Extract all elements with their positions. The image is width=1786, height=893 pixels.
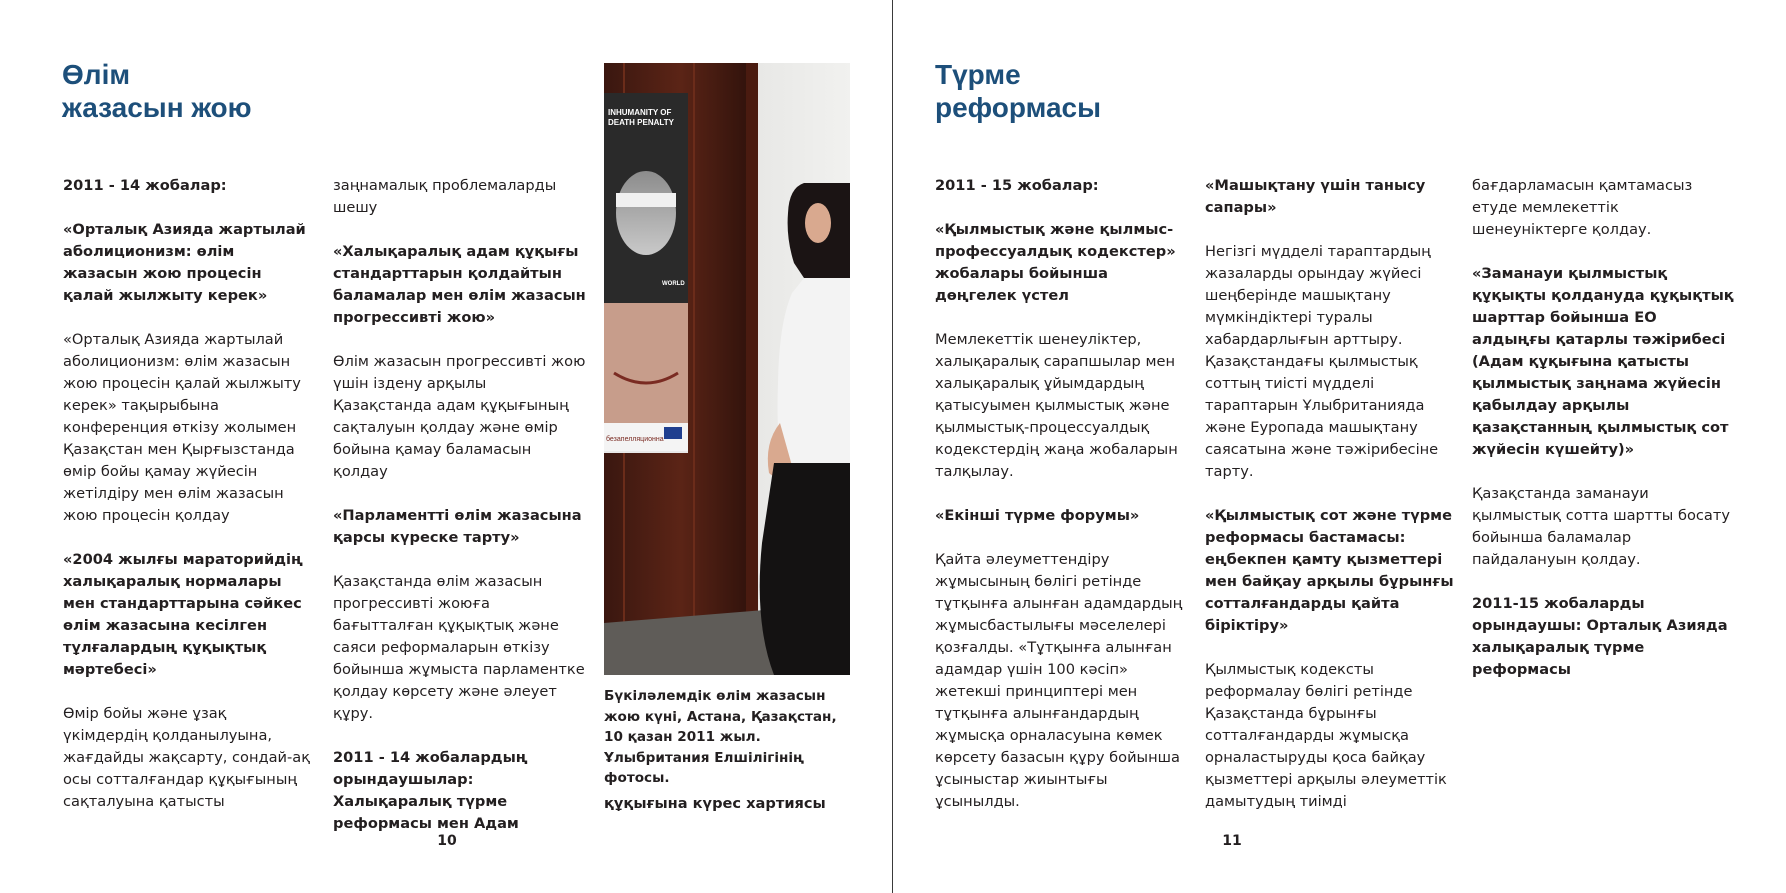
paragraph: бағдарламасын қамтамасыз етуде мемлекеттік шенеуніктерге қолдау.	[1472, 177, 1693, 238]
page-number: 10	[437, 833, 457, 849]
photo-caption: Бүкіләлемдік өлім жазасын жою күні, Астана, Қазақстан, 10 қазан 2011 жыл. Ұлыбритания Елшілігінің фотосы.	[604, 688, 837, 786]
poster	[604, 93, 688, 453]
paragraph: «Орталық Азияда жартылай аболиционизм: өлім жазасын жою процесін қалай жылжыту керек»	[63, 221, 306, 304]
page-title	[62, 58, 252, 124]
page-title	[935, 58, 1101, 124]
poster-text: DEATH PENALTY	[608, 118, 674, 127]
paragraph: заңнамалық проблемаларды шешу	[333, 177, 557, 216]
paragraph: Қазақстанда заманауи қылмыстық сотта шартты босату бойынша баламалар пайдалануын қолдау.	[1472, 485, 1730, 568]
paragraph: Өлім жазасын прогрессивті жою үшін іздену арқылы Қазақстанда адам құқығының сақталуын қолдау және өмір бойына қамау баламасын қолдау	[333, 353, 586, 480]
eu-flag-icon	[664, 427, 682, 439]
poster-text: INHUMANITY OF	[608, 108, 672, 117]
paragraph: «Халықаралық адам құқығы стандарттарын қолдайтын баламалар мен өлім жазасын прогрессивті жою»	[333, 243, 586, 326]
column	[1472, 175, 1734, 681]
column	[63, 175, 313, 813]
paragraph: «Қылмыстық және қылмыс-профессуалдық кодекстер» жобалары бойынша дөңгелек үстел	[935, 221, 1176, 304]
paragraph: Қазақстанда өлім жазасын прогрессивті жоюға бағытталған құқықтық және саяси реформаларын өткізу бойынша жұмыста парламентке қолдау көрсету және әлеует құру.	[333, 573, 585, 722]
column	[1205, 175, 1457, 813]
poster-text: WORLD	[662, 281, 685, 287]
paragraph: «Парламентті өлім жазасына қарсы күреске тарту»	[333, 507, 582, 546]
title-line: Өлім	[62, 59, 131, 90]
photo-death-penalty-poster	[604, 63, 850, 675]
paragraph: «Орталық Азияда жартылай аболиционизм: өлім жазасын жою процесін қалай жылжыту керек» тақырыбына конференция өткізу жолымен Қазақстан мен Қырғызстанда өмір бойы қамау жүйесін жетілдіру мен өлім жазасын жою процесін қолдау	[63, 331, 301, 524]
paragraph: 2011-15 жобаларды орындаушы: Орталық Азияда халықаралық түрме реформасы	[1472, 595, 1728, 678]
right-page	[893, 0, 1785, 893]
paragraph: 2011 - 14 жобалардың орындаушылар: Халықаралық түрме реформасы мен Адам	[333, 749, 528, 832]
paragraph: «Екінші түрме форумы»	[935, 507, 1140, 524]
paragraph: Негізгі мүдделі тараптардың жазаларды орындау жүйесі шеңберінде машықтану мүмкіндіктері туралы хабардарлығын арттыру. Қазақстандағы қылмыстық соттың тиісті мүдделі тараптарын Ұлыбританияда және Еуропада машықтану саясатына және тәжірибесіне тарту.	[1205, 243, 1439, 480]
caption-note: құқығына күрес хартиясы	[604, 795, 826, 812]
poster-text: безапелляционна	[606, 436, 664, 443]
paragraph: Мемлекеттік шенеуліктер, халықаралық сарапшылар мен халықаралық ұйымдардың қатысуымен қылмыстық және қылмыстық-процессуалдық кодекстердің жаңа жобаларын талқылау.	[935, 331, 1178, 480]
paragraph: «Машықтану үшін танысу сапары»	[1205, 177, 1426, 216]
title-line: жазасын жою	[62, 92, 252, 123]
column	[935, 175, 1185, 813]
page-number: 11	[1222, 833, 1242, 849]
title-line: Түрме	[935, 59, 1021, 90]
paragraph: Қылмыстық кодексты реформалау бөлігі ретінде Қазақстанда бұрынғы сотталғандарды жұмысқа орналастыруды қоса байқау қызметтері арқылы әлеуметтік дамытудың тиімді	[1205, 661, 1447, 810]
left-page	[0, 0, 892, 893]
paragraph: Қайта әлеуметтендіру жұмысының бөлігі ретінде тұтқынға алынған адамдардың жұмысбастылығы мәселелері қозғалды. «Тұтқынға алынған адамдар үшін 100 кәсіп» жетекші принциптері мен тұтқынға алынғандардың жұмысқа орналасуына көмек көрсету базасын құру бойынша ұсыныстар жиынтығы ұсынылды.	[935, 551, 1183, 810]
paragraph: «2004 жылғы мараторийдің халықаралық нормалары мен стандарттарына сәйкес өлім жазасына кесілген тұлғалардың құқықтық мәртебесі»	[63, 551, 303, 678]
paragraph: Өмір бойы және ұзақ үкімдердің қолданылуына, жағдайды жақсарту, сондай-ақ осы сотталғандар құқығының сақталуына қатысты	[63, 705, 311, 810]
paragraph: «Заманауи қылмыстық құқықты қолдануда құқықтық шарттар бойынша ЕО алдыңғы қатарлы тәжірибесі (Адам құқығына қатысты қылмыстық заңнама жүйесін қабылдау арқылы қазақстанның қылмыстық сот жүйесін күшейту)»	[1472, 265, 1734, 458]
paragraph: «Қылмыстық сот және түрме реформасы бастамасы: еңбекпен қамту қызметтері мен байқау арқылы бұрынғы сотталғандарды қайта біріктіру»	[1205, 507, 1454, 634]
paragraph: 2011 - 14 жобалар:	[63, 177, 227, 194]
column	[333, 175, 588, 835]
title-line: реформасы	[935, 92, 1102, 123]
paragraph: 2011 - 15 жобалар:	[935, 177, 1099, 194]
